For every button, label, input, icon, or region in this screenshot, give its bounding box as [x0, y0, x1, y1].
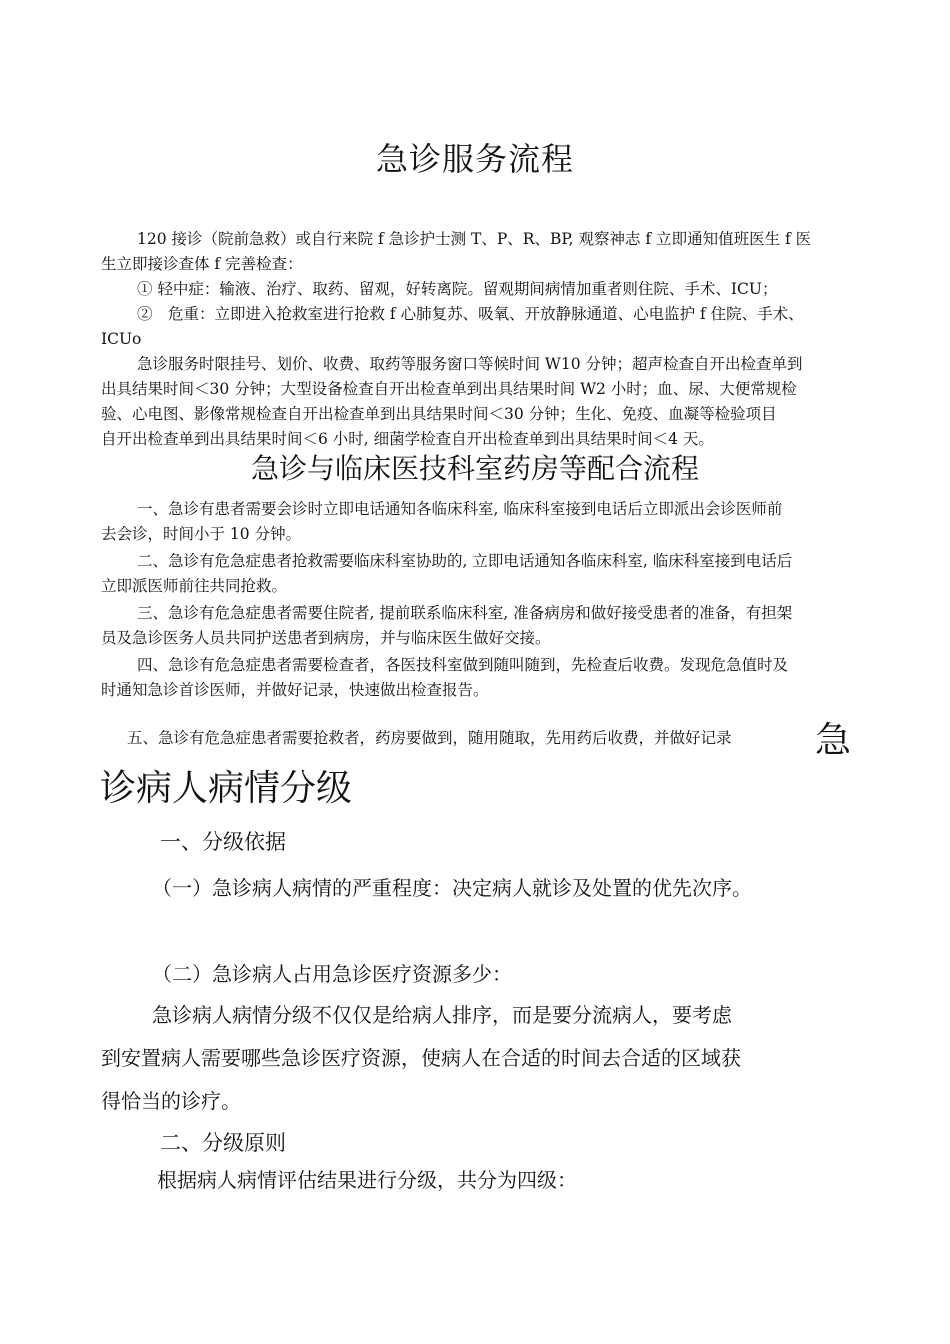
- grading-principle-text: 根据病人病情评估结果进行分级，共分为四级：: [157, 1168, 577, 1192]
- critical-case-item-cont: ICUo: [101, 330, 142, 348]
- time-limit-line-2: 出具结果时间＜30 分钟；大型设备检查自开出检查单到出具结果时间 W2 小时；血、尿、大便常规检: [101, 380, 797, 398]
- title-coordination-process: 急诊与临床医技科室药房等配合流程: [250, 452, 699, 485]
- time-limit-line-1: 急诊服务时限挂号、划价、收费、取药等服务窗口等候时间 W10 分钟；超声检查自开出检查单到: [137, 355, 803, 373]
- grading-para-line-1: 急诊病人病情分级不仅仅是给病人排序，而是要分流病人，要考虑: [152, 1003, 732, 1027]
- mild-case-item: ① 轻中症：输液、治疗、取药、留观，好转离院。留观期间病情加重者则住院、手术、ICU；: [137, 280, 778, 298]
- coordination-item-1-cont: 去会诊，时间小于 10 分钟。: [101, 525, 302, 543]
- time-limit-line-4: 自开出检查单到出具结果时间＜6 小时, 细菌学检查自开出检查单到出具结果时间＜4 天。: [101, 430, 714, 448]
- coordination-item-1: 一、急诊有患者需要会诊时立即电话通知各临床科室, 临床科室接到电话后立即派出会诊医师前: [137, 500, 783, 518]
- grading-basis-item-1: （一）急诊病人病情的严重程度：决定病人就诊及处置的优先次序。: [152, 876, 752, 900]
- coordination-item-3: 三、急诊有危急症患者需要住院者, 提前联系临床科室, 准备病房和做好接受患者的准备，有担架: [137, 604, 793, 622]
- title-emergency-service-process: 急诊服务流程: [375, 140, 574, 178]
- coordination-item-4-cont: 时通知急诊首诊医师，并做好记录，快速做出检查报告。: [101, 681, 489, 699]
- grading-basis-item-2: （二）急诊病人占用急诊医疗资源多少：: [152, 962, 512, 986]
- flow-line-2: 生立即接诊查体 f 完善检查：: [101, 255, 303, 273]
- coordination-item-2: 二、急诊有危急症患者抢救需要临床科室协助的, 立即电话通知各临床科室, 临床科室接到电话后: [137, 552, 793, 570]
- coordination-item-3-cont: 员及急诊医务人员共同护送患者到病房，并与临床医生做好交接。: [101, 629, 551, 647]
- coordination-item-4: 四、急诊有危急症患者需要检查者，各医技科室做到随叫随到，先检查后收费。发现危急值时及: [137, 656, 789, 674]
- title-triage-grading: 诊病人病情分级: [100, 768, 353, 809]
- critical-case-item: ② 危重：立即进入抢救室进行抢救 f 心肺复苏、吸氧、开放静脉通道、心电监护 f 住院、手术、: [137, 305, 804, 323]
- heading-grading-basis: 一、分级依据: [160, 830, 286, 854]
- heading-first-char: 急: [815, 720, 852, 761]
- coordination-item-2-cont: 立即派医师前往共同抢救。: [101, 577, 288, 595]
- grading-para-line-3: 得恰当的诊疗。: [101, 1089, 241, 1113]
- grading-para-line-2: 到安置病人需要哪些急诊医疗资源，使病人在合适的时间去合适的区域获: [101, 1046, 741, 1070]
- coordination-item-5: 五、急诊有危急症患者需要抢救者，药房要做到，随用随取，先用药后收费，并做好记录: [127, 729, 732, 747]
- time-limit-line-3: 验、心电图、影像常规检查自开出检查单到出具结果时间＜30 分钟；生化、免疫、血凝等检验项目: [101, 405, 777, 423]
- heading-grading-principle: 二、分级原则: [160, 1131, 286, 1155]
- flow-line-1: 120 接诊（院前急救）或自行来院 f 急诊护士测 T、P、R、BP, 观察神志 f 立即通知值班医生 f 医: [137, 230, 812, 248]
